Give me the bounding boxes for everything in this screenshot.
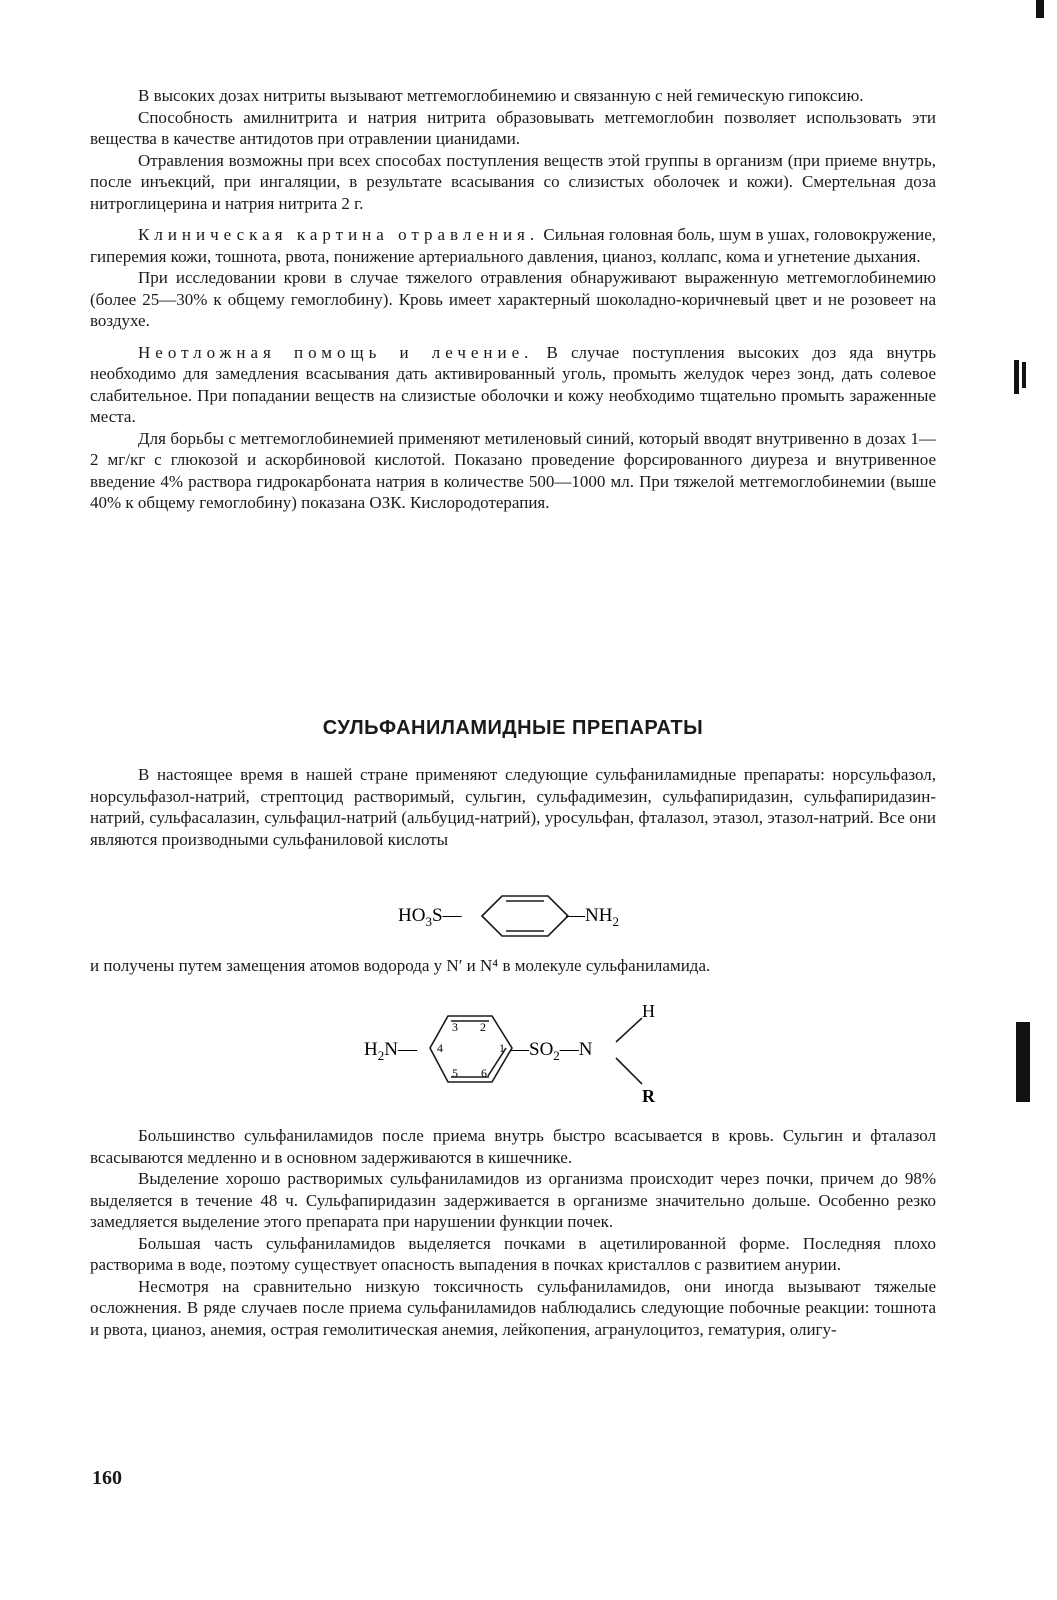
paragraph-obtained: и получены путем замещения атомов водорода у N′ и N⁴ в молекуле сульфаниламида. xyxy=(90,956,711,975)
intro-block xyxy=(90,764,936,850)
paragraph-blood-test: При исследовании крови в случае тяжелого отравления обнаруживают выраженную метгемоглобинемию (более 25—30% к общему гемоглобину). Кровь имеет характерный шоколадно-коричневый цвет и не розовеет на воздухе. xyxy=(90,268,936,330)
benzene-ring-icon xyxy=(482,896,568,936)
paragraph-absorption: Большинство сульфаниламидов после приема внутрь быстро всасывается в кровь. Сульгин и фталазол всасываются медленно и в основном задерживаются в кишечнике. xyxy=(90,1126,936,1167)
scan-mark xyxy=(1014,360,1019,394)
n-bonds xyxy=(616,1018,642,1084)
obtained-block xyxy=(90,955,936,977)
paragraph-treatment: Для борьбы с метгемоглобинемией применяют метиленовый синий, который вводят внутривенно в дозах 1—2 мг/кг с глюкозой и аскорбиновой кислотой. Показано проведение форсированного диуреза и внутривенное введение 4% раствора гидрокарбоната натрия в количестве 500—1000 мл. При тяжелой метгемоглобинемии (выше 40% к общему гемоглобину) показана ОЗК. Кислородотерапия. xyxy=(90,428,936,512)
scan-mark xyxy=(1022,362,1026,388)
sulfanilamide-formula xyxy=(360,998,680,1108)
clinical-text: Сильная головная боль, шум в ушах, головокружение, гиперемия кожи, тошнота, рвота, понижение артериального давления, цианоз, коллапс, кома и угнетение дыхания. xyxy=(90,225,936,266)
clinical-heading: Клиническая картина отравления. xyxy=(138,225,540,244)
paragraph-acetylated: Большая часть сульфаниламидов выделяется почками в ацетилированной форме. Последняя плохо растворима в воде, поэтому существует опасность выпадения в почках кристаллов с развитием анурии. xyxy=(90,1233,936,1274)
ring-number: 3 xyxy=(452,1020,458,1034)
svg-text:—NH2: $—NH_2$ xyxy=(566,905,619,929)
hydrogen-label: H xyxy=(642,1001,655,1021)
svg-text:HO3S—: $HO_3S—$ xyxy=(398,905,462,929)
page-number: 160 xyxy=(92,1467,122,1489)
paragraph-emergency xyxy=(90,342,936,428)
paragraph-side-effects: Несмотря на сравнительно низкую токсичность сульфаниламидов, они иногда вызывают тяжелые осложнения. В ряде случаев после приема сульфаниламидов наблюдались следующие побочные реакции: тошнота и рвота, цианоз, анемия, острая гемолитическая анемия, лейкопения, агранулоцитоз, гематурия, олигу- xyxy=(90,1276,936,1339)
bottom-text-block xyxy=(90,1125,936,1340)
ring-number: 2 xyxy=(480,1020,486,1034)
ring-number: 5 xyxy=(452,1066,458,1080)
svg-text:—SO2—N: $—SO_2—N$ xyxy=(510,1039,593,1063)
scan-mark xyxy=(1016,1022,1030,1102)
emergency-heading: Неотложная помощь и лечение. xyxy=(138,342,534,362)
scan-mark xyxy=(1036,0,1044,18)
section-heading-wrap xyxy=(90,717,936,740)
paragraph-poisoning-routes: Отравления возможны при всех способах поступления веществ этой группы в организм (при приеме внутрь, после инъекций, при ингаляции, в результате всасывания со слизистых оболочек и кожи). Смертельная доза нитроглицерина и натрия нитрита 2 г. xyxy=(90,150,936,213)
top-text-block xyxy=(90,85,936,514)
section-title: СУЛЬФАНИЛАМИДНЫЕ ПРЕПАРАТЫ xyxy=(322,717,704,739)
emergency-text: В случае поступления высоких доз яда внутрь необходимо для замедления всасывания дать активированный уголь, промыть желудок через зонд, дать солевое слабительное. При попадании веществ на слизистые оболочки и кожу необходимо тщательно промыть зараженные места. xyxy=(90,342,936,426)
svg-text:H2N—: $H_2N—$ xyxy=(364,1039,417,1063)
radical-label: R xyxy=(642,1086,655,1106)
sulfanilic-acid-formula xyxy=(390,888,670,940)
paragraph-antidotes: Способность амилнитрита и натрия нитрита образовывать метгемоглобин позволяет использовать эти вещества в качестве антидотов при отравлении цианидами. xyxy=(90,107,936,148)
ring-number: 1 xyxy=(499,1041,505,1055)
paragraph-excretion: Выделение хорошо растворимых сульфаниламидов из организма происходит через почки, причем до 98% выделяется в течение 48 ч. Сульфапиридазин задерживается в организме значительно дольше. Особенно резко замедляется выделение этого препарата при нарушении функции почек. xyxy=(90,1169,936,1231)
paragraph-clinical-picture xyxy=(90,224,936,267)
paragraph-intro: В настоящее время в нашей стране применяют следующие сульфаниламидные препараты: норсульфазол, норсульфазол-натрий, стрептоцид растворимый, сульгин, сульфадимезин, сульфапиридазин, сульфапиридазин-натрий, сульфасалазин, сульфацил-натрий (альбуцид-натрий), уросульфан, фталазол, этазол, этазол-натрий. Все они являются производными сульфаниловой кислоты xyxy=(90,765,936,849)
ring-number: 4 xyxy=(437,1041,443,1055)
ring-number: 6 xyxy=(481,1066,487,1080)
paragraph-nitrites: В высоких дозах нитриты вызывают метгемоглобинемию и связанную с ней гемическую гипоксию. xyxy=(138,86,864,105)
